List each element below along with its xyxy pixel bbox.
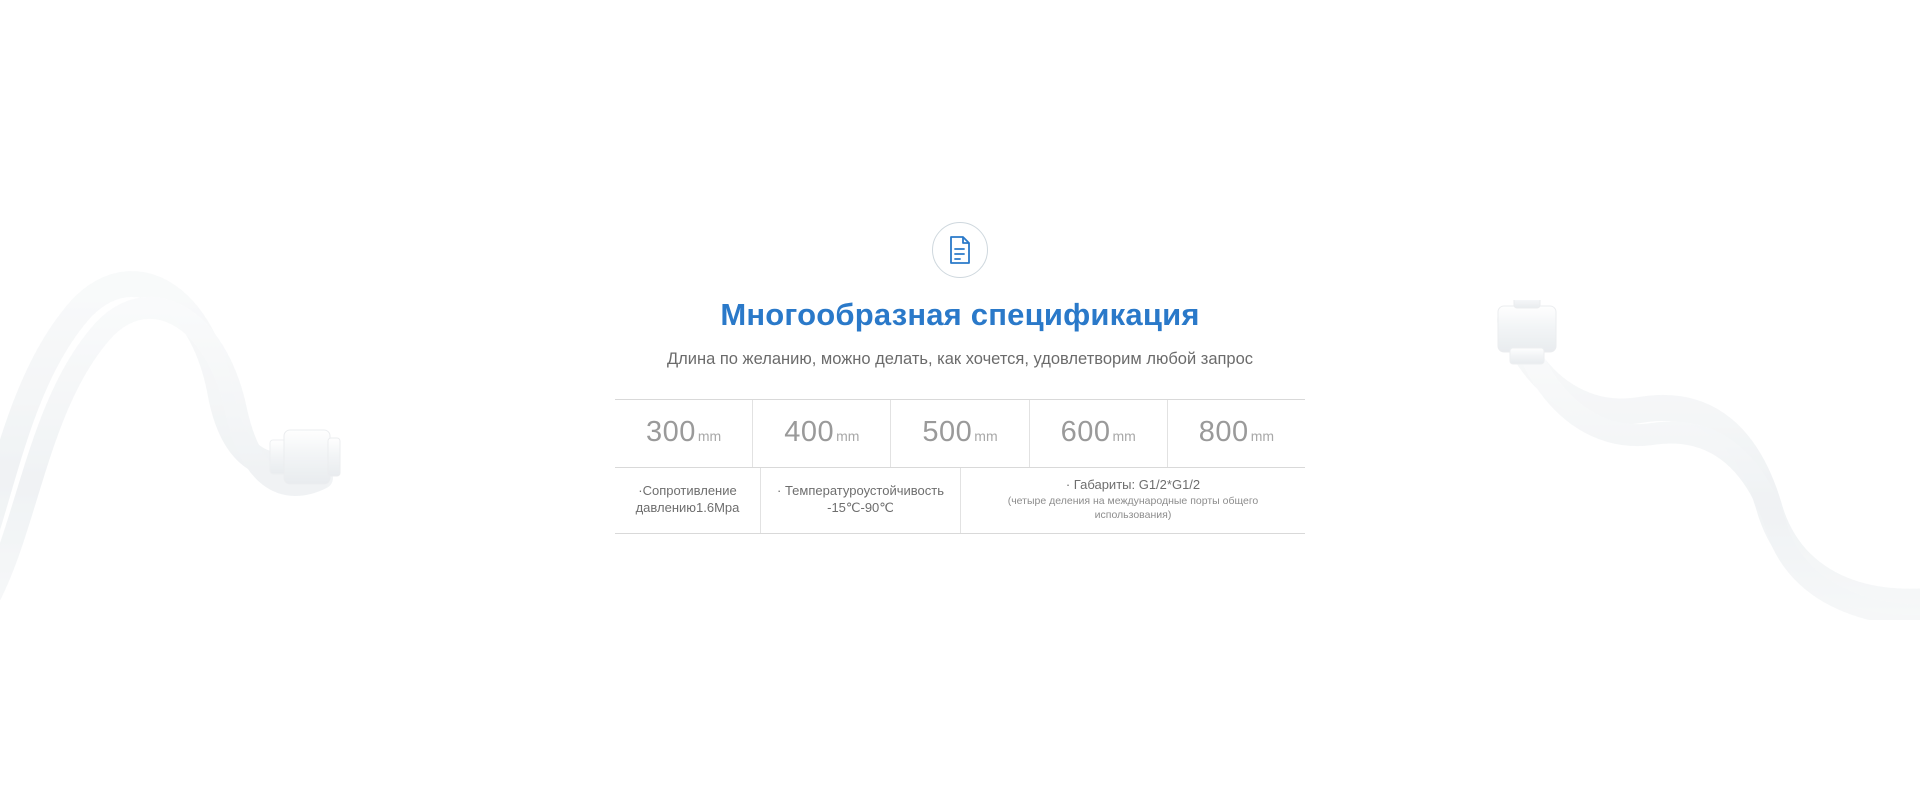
size-unit: mm (1112, 427, 1136, 444)
size-value: 500 (922, 415, 973, 448)
param-note: (четыре деления на международные порты общего использования) (1007, 495, 1259, 521)
size-option (615, 400, 752, 467)
size-unit: mm (697, 427, 722, 444)
param-temperature (760, 468, 960, 533)
size-unit: mm (974, 427, 998, 444)
param-text: ·Сопротивление давлению1.6Mpa (635, 482, 740, 515)
param-dimensions (960, 468, 1305, 533)
size-value: 400 (784, 415, 835, 448)
page-subtitle: Длина по желанию, можно делать, как хочется, удовлетворим любой запрос (666, 350, 1254, 369)
spec-table (615, 399, 1305, 534)
size-option (890, 400, 1028, 467)
size-option (752, 400, 890, 467)
spec-section (615, 222, 1305, 534)
size-value: 600 (1060, 415, 1111, 448)
params-row (615, 468, 1305, 533)
doc-icon-wrap (615, 222, 1305, 278)
param-pressure (615, 468, 760, 533)
sizes-row (615, 400, 1305, 468)
size-value: 300 (645, 415, 696, 448)
document-icon (932, 222, 988, 278)
param-text: · Габариты: G1/2*G1/2 (1065, 476, 1201, 492)
size-unit: mm (836, 427, 860, 444)
braided-hose-illustration-right (1470, 300, 1920, 620)
size-unit: mm (1250, 427, 1275, 444)
page-title: Многообразная спецификация (720, 297, 1200, 332)
size-option (1029, 400, 1167, 467)
param-text: · Температуроустойчивость -15℃-90℃ (777, 482, 944, 515)
size-option (1167, 400, 1305, 467)
size-value: 800 (1198, 415, 1249, 448)
braided-hose-illustration-left (0, 270, 470, 600)
